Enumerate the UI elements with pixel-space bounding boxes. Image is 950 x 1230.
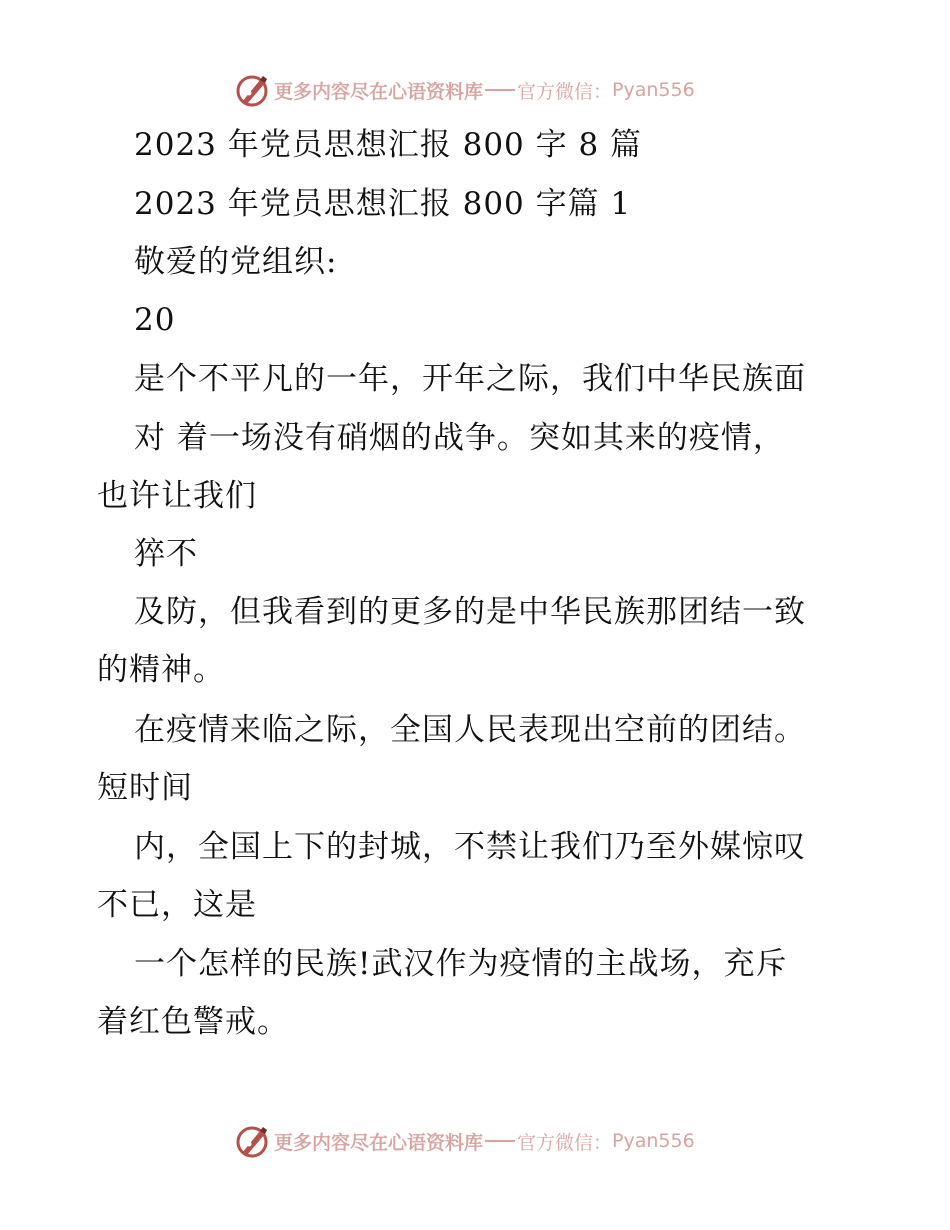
header-banner	[0, 70, 950, 110]
paragraph-line: 的精神。	[97, 652, 225, 688]
banner-title: 更多内容尽在心语资料库	[274, 1131, 484, 1154]
banner-wechat-id: Pyan556	[612, 1130, 695, 1152]
document-title: 2023 年党员思想汇报 800 字 8 篇	[134, 127, 643, 163]
paragraph-line: 在疫情来临之际，全国人民表现出空前的团结。	[134, 712, 806, 748]
banner-wechat-label: 官方微信：	[517, 80, 613, 103]
paragraph-line: 着红色警戒。	[97, 1004, 289, 1040]
paragraph-line: 内，全国上下的封城，不禁让我们乃至外媒惊叹	[134, 829, 806, 865]
paragraph-line: 一个怎样的民族!武汉作为疫情的主战场，充斥	[134, 946, 788, 982]
banner-divider	[485, 1140, 515, 1142]
banner-wechat-label: 官方微信：	[517, 1131, 613, 1154]
paragraph-line: 不已，这是	[97, 887, 257, 923]
salutation: 敬爱的党组织:	[134, 244, 338, 280]
footer-banner	[0, 1121, 950, 1161]
paragraph-line: 及防，但我看到的更多的是中华民族那团结一致	[134, 594, 806, 630]
pen-circle-logo-icon	[234, 72, 270, 108]
paragraph-line: 对 着一场没有硝烟的战争。突如其来的疫情，	[134, 420, 785, 456]
pen-circle-logo-icon	[234, 1123, 270, 1159]
paragraph-line: 20	[134, 302, 176, 338]
document-subtitle: 2023 年党员思想汇报 800 字篇 1	[134, 186, 632, 222]
paragraph-line: 猝不	[134, 536, 198, 572]
paragraph-line: 也许让我们	[97, 478, 257, 514]
paragraph-line: 是个不平凡的一年，开年之际，我们中华民族面	[134, 361, 806, 397]
banner-title: 更多内容尽在心语资料库	[274, 80, 484, 103]
banner-wechat-id: Pyan556	[612, 79, 695, 101]
paragraph-line: 短时间	[97, 770, 193, 806]
banner-divider	[485, 89, 515, 91]
